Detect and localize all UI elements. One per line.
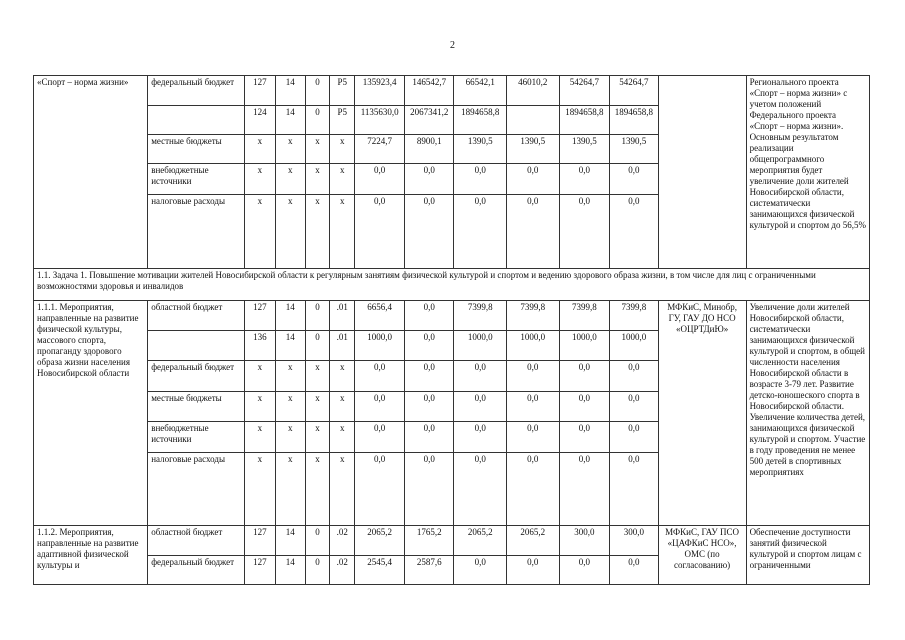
code-cell: Р5 — [330, 106, 355, 135]
value-cell: 1000,0 — [610, 331, 659, 361]
code-cell: x — [305, 422, 329, 453]
value-cell: 0,0 — [507, 556, 560, 585]
value-cell: 1765,2 — [404, 526, 454, 556]
code-cell: 14 — [275, 556, 305, 585]
code-cell: .02 — [330, 526, 355, 556]
value-cell: 0,0 — [610, 195, 659, 269]
value-cell: 0,0 — [404, 361, 454, 392]
value-cell: 0,0 — [454, 422, 507, 453]
value-cell: 0,0 — [454, 164, 507, 195]
value-cell: 0,0 — [355, 195, 405, 269]
funding-source: внебюджетные источники — [148, 422, 245, 453]
value-cell: 300,0 — [610, 526, 659, 556]
value-cell: 135923,4 — [355, 76, 405, 106]
page-number: 2 — [450, 40, 455, 51]
code-cell: x — [305, 453, 329, 526]
value-cell: 2065,2 — [454, 526, 507, 556]
code-cell: x — [330, 422, 355, 453]
code-cell: x — [330, 164, 355, 195]
value-cell: 0,0 — [454, 195, 507, 269]
value-cell: 1000,0 — [454, 331, 507, 361]
value-cell: 0,0 — [507, 164, 560, 195]
code-cell: 14 — [275, 106, 305, 135]
value-cell: 0,0 — [559, 361, 610, 392]
value-cell: 0,0 — [610, 361, 659, 392]
funding-source: федеральный бюджет — [148, 76, 245, 106]
code-cell: x — [245, 195, 275, 269]
funding-source: федеральный бюджет — [148, 361, 245, 392]
code-cell: 14 — [275, 526, 305, 556]
value-cell: 1390,5 — [559, 135, 610, 164]
event-name: 1.1.2. Мероприятия, направленные на развитие адаптивной физической культуры и — [34, 526, 148, 585]
value-cell: 0,0 — [355, 392, 405, 422]
value-cell: 0,0 — [404, 331, 454, 361]
code-cell: x — [245, 361, 275, 392]
code-cell: 0 — [305, 331, 329, 361]
funding-source — [148, 106, 245, 135]
code-cell: x — [330, 453, 355, 526]
value-cell: 7399,8 — [610, 301, 659, 331]
code-cell: x — [245, 453, 275, 526]
value-cell: 2587,6 — [404, 556, 454, 585]
code-cell: 127 — [245, 526, 275, 556]
code-cell: 14 — [275, 331, 305, 361]
value-cell: 1390,5 — [507, 135, 560, 164]
code-cell: x — [275, 195, 305, 269]
value-cell: 1135630,0 — [355, 106, 405, 135]
value-cell: 7399,8 — [559, 301, 610, 331]
code-cell: 14 — [275, 76, 305, 106]
value-cell: 0,0 — [404, 422, 454, 453]
code-cell: .01 — [330, 301, 355, 331]
code-cell: 0 — [305, 106, 329, 135]
code-cell: x — [330, 361, 355, 392]
executor-cell — [658, 76, 746, 269]
value-cell: 0,0 — [507, 195, 560, 269]
value-cell: 0,0 — [454, 361, 507, 392]
code-cell: Р5 — [330, 76, 355, 106]
task-row — [34, 269, 870, 301]
code-cell: 124 — [245, 106, 275, 135]
code-cell: x — [330, 195, 355, 269]
value-cell: 0,0 — [404, 301, 454, 331]
value-cell: 54264,7 — [559, 76, 610, 106]
funding-source: федеральный бюджет — [148, 556, 245, 585]
value-cell: 46010,2 — [507, 76, 560, 106]
table-row — [34, 526, 870, 556]
result-cell: Увеличение доли жителей Новосибирской области, систематически занимающихся физической культурой и спортом, в общей численности населения Новосибирской области в возрасте 3-79 лет. Развитие детско-юношеского спорта в Новосибирской области. Увеличение количества детей, занимающихся физической культурой и спортом. Участие в году проведения не менее 500 детей в спортивных мероприятиях — [746, 301, 869, 526]
value-cell: 8900,1 — [404, 135, 454, 164]
code-cell: x — [330, 392, 355, 422]
code-cell: 127 — [245, 556, 275, 585]
value-cell: 0,0 — [404, 453, 454, 526]
table-row — [34, 76, 870, 106]
value-cell: 0,0 — [507, 392, 560, 422]
code-cell: x — [245, 422, 275, 453]
value-cell: 0,0 — [355, 422, 405, 453]
value-cell: 0,0 — [559, 392, 610, 422]
code-cell: 14 — [275, 301, 305, 331]
value-cell: 54264,7 — [610, 76, 659, 106]
code-cell: x — [245, 164, 275, 195]
value-cell: 7224,7 — [355, 135, 405, 164]
value-cell: 1894658,8 — [454, 106, 507, 135]
funding-source: налоговые расходы — [148, 195, 245, 269]
funding-source: налоговые расходы — [148, 453, 245, 526]
value-cell: 0,0 — [559, 195, 610, 269]
value-cell: 0,0 — [404, 164, 454, 195]
value-cell: 1390,5 — [454, 135, 507, 164]
code-cell: x — [305, 164, 329, 195]
funding-source: внебюджетные источники — [148, 164, 245, 195]
value-cell: 0,0 — [507, 361, 560, 392]
table-row — [34, 301, 870, 331]
value-cell: 1000,0 — [507, 331, 560, 361]
value-cell: 0,0 — [610, 392, 659, 422]
code-cell: .01 — [330, 331, 355, 361]
code-cell: 0 — [305, 556, 329, 585]
task-heading: 1.1. Задача 1. Повышение мотивации жителей Новосибирской области к регулярным занятиям физической культурой и спортом и ведению здорового образа жизни, в том числе для лиц с ограниченными возможностями здоровья и инвалидов — [34, 269, 870, 301]
code-cell: x — [245, 135, 275, 164]
funding-source: областной бюджет — [148, 526, 245, 556]
value-cell: 1894658,8 — [610, 106, 659, 135]
value-cell: 2065,2 — [507, 526, 560, 556]
program-table — [33, 75, 870, 585]
value-cell: 1894658,8 — [559, 106, 610, 135]
value-cell: 7399,8 — [454, 301, 507, 331]
result-cell: Обеспечение доступности занятий физической культурой и спортом лицам с ограниченными — [746, 526, 869, 585]
funding-source: областной бюджет — [148, 301, 245, 331]
value-cell: 0,0 — [610, 453, 659, 526]
funding-source: местные бюджеты — [148, 135, 245, 164]
code-cell: x — [330, 135, 355, 164]
value-cell: 1000,0 — [355, 331, 405, 361]
code-cell: x — [305, 361, 329, 392]
code-cell: x — [275, 135, 305, 164]
value-cell: 1000,0 — [559, 331, 610, 361]
value-cell: 0,0 — [559, 422, 610, 453]
code-cell: x — [305, 195, 329, 269]
value-cell: 146542,7 — [404, 76, 454, 106]
value-cell: 0,0 — [454, 556, 507, 585]
code-cell: 127 — [245, 76, 275, 106]
value-cell: 0,0 — [559, 453, 610, 526]
code-cell: 0 — [305, 76, 329, 106]
value-cell: 1390,5 — [610, 135, 659, 164]
funding-source: местные бюджеты — [148, 392, 245, 422]
result-cell: Регионального проекта «Спорт – норма жизни» с учетом положений Федерального проекта «Спорт – норма жизни». Основным результатом реализации общепрограммного мероприятия будет увеличение доли жителей Новосибирской области, систематически занимающихся физической культурой и спортом до 56,5% — [746, 76, 869, 269]
code-cell: 0 — [305, 301, 329, 331]
code-cell: x — [305, 135, 329, 164]
value-cell: 0,0 — [610, 164, 659, 195]
value-cell: 0,0 — [454, 453, 507, 526]
code-cell: x — [275, 392, 305, 422]
code-cell: x — [275, 453, 305, 526]
code-cell: x — [275, 164, 305, 195]
code-cell: x — [275, 422, 305, 453]
value-cell: 0,0 — [507, 422, 560, 453]
code-cell: 0 — [305, 526, 329, 556]
executor-cell: МФКиС, Минобр, ГУ, ГАУ ДО НСО «ОЦРТДиЮ» — [658, 301, 746, 526]
value-cell: 0,0 — [610, 422, 659, 453]
event-name: 1.1.1. Мероприятия, направленные на развитие физической культуры, массового спорта, пропаганду здорового образа жизни населения Новосибирской области — [34, 301, 148, 526]
value-cell: 0,0 — [355, 164, 405, 195]
value-cell: 66542,1 — [454, 76, 507, 106]
value-cell: 0,0 — [404, 195, 454, 269]
value-cell: 6656,4 — [355, 301, 405, 331]
code-cell: 136 — [245, 331, 275, 361]
code-cell: x — [305, 392, 329, 422]
value-cell: 0,0 — [355, 453, 405, 526]
value-cell: 0,0 — [559, 164, 610, 195]
value-cell: 7399,8 — [507, 301, 560, 331]
value-cell: 0,0 — [610, 556, 659, 585]
code-cell: 127 — [245, 301, 275, 331]
event-name: «Спорт – норма жизни» — [34, 76, 148, 269]
code-cell: x — [245, 392, 275, 422]
value-cell: 0,0 — [404, 392, 454, 422]
value-cell: 2067341,2 — [404, 106, 454, 135]
value-cell: 2065,2 — [355, 526, 405, 556]
value-cell — [507, 106, 560, 135]
code-cell: .02 — [330, 556, 355, 585]
value-cell: 0,0 — [507, 453, 560, 526]
value-cell: 300,0 — [559, 526, 610, 556]
value-cell: 0,0 — [559, 556, 610, 585]
code-cell: x — [275, 361, 305, 392]
executor-cell: МФКиС, ГАУ ПСО «ЦАФКиС НСО», ОМС (по согласованию) — [658, 526, 746, 585]
value-cell: 0,0 — [454, 392, 507, 422]
value-cell: 0,0 — [355, 361, 405, 392]
funding-source — [148, 331, 245, 361]
value-cell: 2545,4 — [355, 556, 405, 585]
